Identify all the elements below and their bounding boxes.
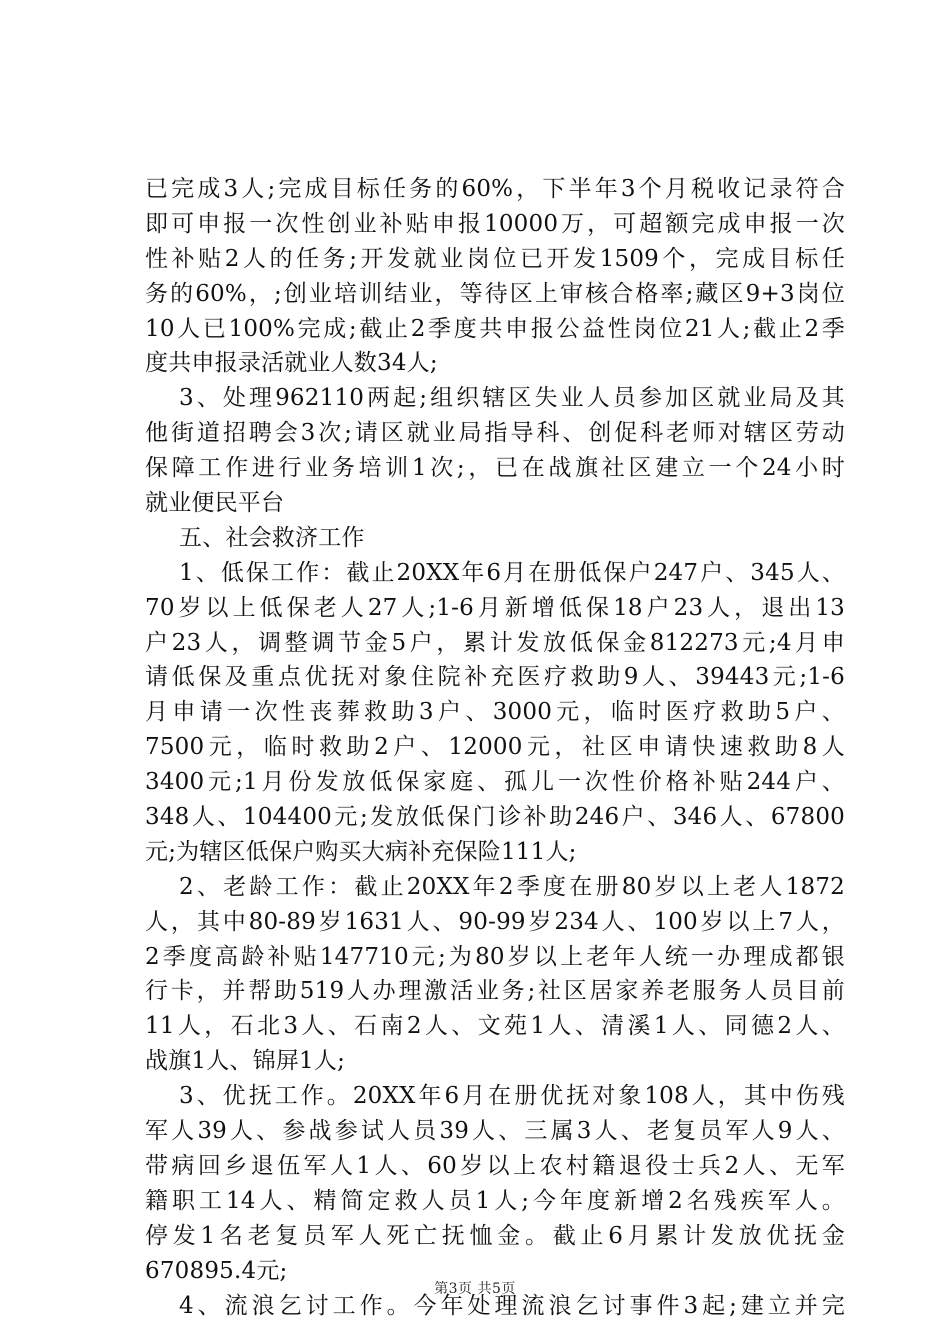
text-line: 70岁以上低保老人27人;1-6月新增低保18户23人，退出13 bbox=[145, 594, 845, 621]
text-line: 7500元，临时救助2户、12000元，社区申请快速救助8人 bbox=[145, 734, 845, 761]
text-line: 元;为辖区低保户购买大病补充保险111人; bbox=[145, 838, 577, 865]
page-footer bbox=[0, 1278, 950, 1298]
text-line: 3400元;1月份发放低保家庭、孤儿一次性价格补贴244户、 bbox=[145, 769, 845, 796]
text-line: 10人已100%完成;截止2季度共申报公益性岗位21人;截止2季 bbox=[145, 315, 845, 342]
text-line: 籍职工14人、精简定救人员1人;今年度新增2名残疾军人。 bbox=[145, 1187, 845, 1214]
text-line: 3、优抚工作。20XX年6月在册优抚对象108人，其中伤残 bbox=[179, 1083, 845, 1110]
text-line: 军人39人、参战参试人员39人、三属3人、老复员军人9人、 bbox=[145, 1118, 845, 1145]
page-number-label: 第3页 共5页 bbox=[434, 1281, 516, 1297]
text-line: 带病回乡退伍军人1人、60岁以上农村籍退役士兵2人、无军 bbox=[145, 1152, 845, 1179]
text-line: 请低保及重点优抚对象住院补充医疗救助9人、39443元;1-6 bbox=[145, 664, 845, 691]
text-line: 2季度高龄补贴147710元;为80岁以上老年人统一办理成都银 bbox=[145, 943, 845, 970]
text-line: 2、老龄工作：截止20XX年2季度在册80岁以上老人1872 bbox=[179, 873, 845, 900]
text-line: 1、低保工作：截止20XX年6月在册低保户247户、345人、 bbox=[179, 559, 845, 586]
text-line: 即可申报一次性创业补贴申报10000万，可超额完成申报一次 bbox=[145, 210, 845, 237]
text-line: 战旗1人、锦屏1人; bbox=[145, 1048, 346, 1075]
text-line: 保障工作进行业务培训1次;，已在战旗社区建立一个24小时 bbox=[145, 455, 845, 482]
text-line: 他街道招聘会3次;请区就业局指导科、创促科老师对辖区劳动 bbox=[145, 420, 845, 447]
document-body bbox=[145, 172, 845, 1323]
section-heading: 五、社会救济工作 bbox=[179, 524, 365, 551]
text-line: 月申请一次性丧葬救助3户、3000元，临时医疗救助5户、 bbox=[145, 699, 845, 726]
text-line: 670895.4元; bbox=[145, 1257, 288, 1284]
text-line: 已完成3人;完成目标任务的60%，下半年3个月税收记录符合 bbox=[145, 176, 845, 202]
text-line: 度共申报录活就业人数34人; bbox=[145, 350, 438, 377]
text-line: 停发1名老复员军人死亡抚恤金。截止6月累计发放优抚金 bbox=[145, 1222, 845, 1249]
text-line: 348人、104400元;发放低保门诊补助246户、346人、67800 bbox=[145, 804, 845, 831]
text-line: 性补贴2人的任务;开发就业岗位已开发1509个，完成目标任 bbox=[145, 245, 845, 272]
text-line: 4、流浪乞讨工作。今年处理流浪乞讨事件3起;建立并完 bbox=[179, 1292, 845, 1319]
text-line: 就业便民平台 bbox=[145, 490, 285, 517]
text-line: 人，其中80-89岁1631人、90-99岁234人、100岁以上7人， bbox=[145, 908, 845, 935]
text-line: 行卡，并帮助519人办理激活业务;社区居家养老服务人员目前 bbox=[145, 978, 845, 1005]
text-line: 3、处理962110两起;组织辖区失业人员参加区就业局及其 bbox=[179, 385, 845, 412]
text-line: 11人，石北3人、石南2人、文苑1人、清溪1人、同德2人、 bbox=[145, 1013, 845, 1040]
text-line: 户23人，调整调节金5户，累计发放低保金812273元;4月申 bbox=[145, 629, 845, 656]
text-line: 务的60%，;创业培训结业，等待区上审核合格率;藏区9+3岗位 bbox=[145, 280, 845, 307]
